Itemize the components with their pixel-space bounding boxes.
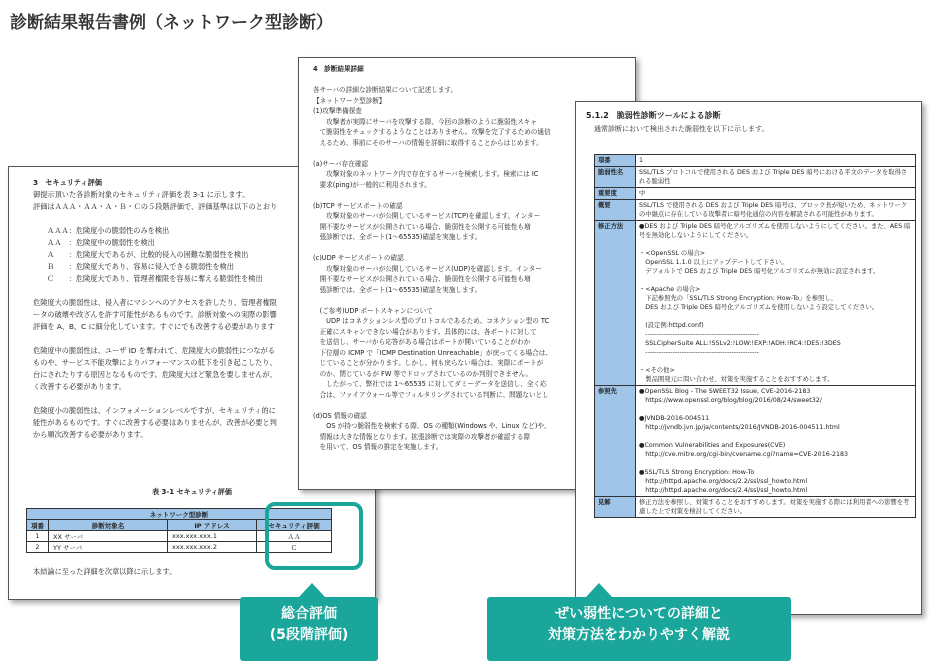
table-caption: 表 3-1 セキュリティ評価 [152, 488, 232, 496]
section-heading: 5.1.2 脆弱性診断ツールによる診断 [586, 111, 721, 120]
row-value: 1 [636, 155, 916, 167]
row-key: 項番 [595, 155, 636, 167]
details-line: (c)UDP サービスポートの確認 [313, 254, 404, 262]
details-line: したがって、弊社では 1～65535 に対してダミーデータを送信し、全く応 [313, 380, 547, 388]
row-value: ●DES および Triple DES 暗号化アルゴリズムを使用しないようにしてください。また、AES 暗号を無効化しないようにしてください。 ・<OpenSSL の場合> OpenSSL 1.1.0 以上にアップデートして下さい。 デフォルトで DES および Triple DES 暗号化アルゴリズムが無効に設定されます。 ・<Apache の場合> 下記参照先の「SSL/TLS Strong Encryption: How-To」を参照し、 DES および Triple DES 暗号化アルゴリズムを使用しないよう設定してください。 (設定例:httpd.conf) -------------------------------------------------- SSLCipherSuite ALL:!SSLv2:!LOW:!EXP:!ADH:!RC4:!DES:!3DES -------------------------------------------------- ・<その他> 製品開発元に問い合わせ、対策を実施することをおすすめします。 [636, 221, 916, 386]
paragraph-line: 危険度小の脆弱性は、インフォメーションレベルですが、セキュリティ的に [33, 406, 276, 415]
row-key: 見解 [595, 497, 636, 518]
details-line: (ご参考)UDP ポートスキャンについて [313, 306, 433, 315]
details-line: UDP はコネクションレス型のプロトコルであるため、コネクション型の TC [313, 317, 550, 325]
details-line: 要求(ping)が一般的に利用されます。 [313, 180, 431, 189]
callout-line: (5段階評価) [269, 627, 349, 643]
table-row [595, 200, 916, 221]
table-cell: XX サーバ [49, 531, 168, 542]
details-line: (1)攻撃準備探査 [313, 107, 362, 115]
page-title: 診断結果報告書例（ネットワーク型診断） [10, 13, 333, 33]
row-key: 参照先 [595, 386, 636, 497]
callout-line: ぜい弱性についての詳細と [555, 606, 723, 622]
details-line: 下位層の ICMP で「ICMP Destination Unreachable」が戻ってくる場合は、 [313, 348, 552, 357]
details-line: 情報は大きな情報となります。拡張診断では実際の攻撃者が確認する際 [313, 432, 531, 441]
paragraph-line: 能性があるものです。すぐに改善する必要はありませんが、改善が必要と判 [33, 418, 277, 427]
paragraph-line: 危険度大の脆弱性は、侵入者にマシンへのアクセスを許したり、管理者権限 [33, 298, 277, 307]
details-line: のか、閉じているが FW 等でドロップされているのか判別できません。 [313, 369, 533, 378]
details-line: 合は、ファイアウォール等でフィルタリングされている判断に、問題ないとし [313, 390, 549, 399]
paragraph-line: く改善する必要があります。 [33, 382, 126, 391]
table-row [595, 188, 916, 200]
details-line: 攻撃対象のサーバが公開しているサービス(TCP)を確認します。インター [313, 212, 541, 220]
row-value: ●OpenSSL Blog - The SWEET32 Issue, CVE-2016-2183 https://www.openssl.org/blog/blog/2016/08/24/sweet32/ ●JVNDB-2016-004511 http://jvndb.jvn.jp/ja/contents/2016/JVNDB-2016-004511.html ●Common Vulnerabilities and Exposures(CVE) http://cve.mitre.org/cgi-bin/cvename.cgi?name=CVE-2016-2183 ●SSL/TLS Strong Encryption: How-To http://httpd.apache.org/docs/2.2/ssl/ssl_howto.html http://httpd.apache.org/docs/2.4/ssl/ssl_howto.html [636, 386, 916, 497]
table-cell: Ｃ [257, 542, 332, 553]
table-cell: 2 [27, 542, 49, 553]
evaluation-highlight-box [265, 502, 363, 570]
row-key: 重要度 [595, 188, 636, 200]
section-title: 4 診断結果詳細 [313, 65, 364, 73]
table-row [595, 155, 916, 167]
details-line: (a)サーバ存在確認 [313, 159, 369, 168]
details-line: 攻撃対象のサーバが公開しているサービス(UDP)を確認します。インター [313, 264, 542, 273]
callout-line: 対策方法をわかりやすく解説 [548, 627, 730, 643]
details-line: 攻撃者が実際にサーバを攻撃する際、今回の診断のように脆弱性スキャ [313, 117, 537, 126]
table-cell: xxx.xxx.xxx.2 [168, 542, 257, 553]
grade-criteria: ＡＡＡ：危険度小の脆弱性のみを検出 [47, 226, 170, 235]
row-value: SSL/TLS で使用される DES および Triple DES 暗号は、ブロック長が短いため、ネットワークの中継点に存在している攻撃者に暗号化通信の内容を解読される可能性があります。 [636, 200, 916, 221]
table-row [595, 497, 916, 518]
details-line: 張診断では、全ポート(1～65535)確認を実施します。 [313, 233, 482, 241]
row-key: 修正方法 [595, 221, 636, 386]
section-subheading: 通常診断において検出された脆弱性を以下に示します。 [594, 125, 769, 133]
table-cell: ＡＡ [257, 531, 332, 542]
table-group-header: ネットワーク型診断 [27, 509, 332, 520]
paragraph-line: ものや、サービス不能攻撃によりパフォーマンスの低下を引き起こしたり、 [33, 358, 277, 367]
vulnerability-table [594, 154, 916, 518]
table-cell: 1 [27, 531, 49, 542]
details-line: 開不要なサービスが公開されている場合、脆弱性を公開する可能性も増 [313, 222, 531, 231]
table-row [595, 167, 916, 188]
details-line: じていることが分かります。しかし、何も戻らない場合は、実際にポートが [313, 359, 544, 367]
paragraph-line: 危険度中の脆弱性は、ユーザ ID を奪われて、危険度大の脆弱性につながる [33, 346, 275, 355]
grade-criteria: Ｃ ：危険度大であり、管理者権限を容易に奪える脆弱性を検出 [47, 274, 263, 283]
paragraph-line: 評価を A、B、C に細分化しています。すぐにでも改善する必要があります [33, 322, 275, 331]
details-line: を送信し、サーバから応答がある場合はポートが開いていることがわか [313, 338, 531, 346]
column-header: IP アドレス [168, 520, 257, 531]
row-value: SSL/TLS プロトコルで使用される DES および Triple DES 暗号における平文のデータを取得される脆弱性 [636, 167, 916, 188]
details-line: を用いて、OS 情報の推定を実施します。 [313, 443, 443, 451]
table-row [595, 386, 916, 497]
details-line [313, 75, 635, 86]
grade-criteria: Ａ ：危険度大であるが、比較的侵入の困難な脆弱性を検出 [47, 250, 249, 259]
details-line: 正確にスキャンできない場合があります。具体的には、各ポートに対して [313, 327, 537, 336]
paragraph-line: ータの破壊や改ざんを許す可能性があるものです。診断対象への実際の影響 [33, 310, 277, 319]
row-key: 脆弱性名 [595, 167, 636, 188]
grade-criteria: Ｂ ：危険度大であり、容易に侵入できる脆弱性を検出 [47, 262, 234, 271]
arrow-up-icon [586, 583, 612, 597]
callout-line: 総合評価 [281, 606, 337, 622]
table-cell: YY サーバ [49, 542, 168, 553]
table-row [595, 221, 916, 386]
details-line: 張診断では、全ポート(1～65535)確認を実施します。 [313, 285, 482, 294]
vulnerability-detail-callout [487, 597, 791, 661]
row-value: 中 [636, 188, 916, 200]
column-header: 診断対象名 [49, 520, 168, 531]
details-line: 各サーバの詳細な診断結果について記述します。 [313, 86, 458, 94]
paragraph-line: から順次改善する必要があります。 [33, 430, 148, 439]
details-line: 攻撃対象のネットワーク内で存在するサーバを検索します。検索には IC [313, 170, 539, 178]
vulnerability-detail-page [575, 101, 922, 615]
paragraph-line: 台にされたりする原因となるものです。危険度大ほど緊急を要しませんが、 [33, 370, 277, 379]
details-line: (d)OS 情報の確認 [313, 411, 367, 420]
overall-evaluation-callout [240, 597, 378, 661]
details-line: 開不要なサービスが公開されている場合、脆弱性を公開する可能性も増 [313, 275, 531, 283]
intro-line: 御提示頂いた各診断対象のセキュリティ評価を表 3-1 に示します。 [33, 190, 250, 199]
intro-line: 評価はＡＡＡ・ＡＡ・Ａ・Ｂ・Ｃの５段階評価で、評価基準は以下のとおり [33, 202, 278, 211]
details-line: 【ネットワーク型診断】 [313, 96, 386, 105]
column-header: 項番 [27, 520, 49, 531]
details-line: て脆弱性をチェックするようなことはありません。攻撃を完了するための通信 [313, 128, 551, 136]
row-key: 概要 [595, 200, 636, 221]
row-value: 修正方法を参照し、対策することをおすすめします。対策を実施する際には利用者への影響を考慮した上で対策を検討してください。 [636, 497, 916, 518]
column-header: セキュリティ評価 [257, 520, 332, 531]
closing-text: 本結論に至った詳細を次章以降に示します。 [33, 567, 177, 576]
grade-criteria: ＡＡ ：危険度中の脆弱性を検出 [47, 238, 155, 247]
details-line: OS が持つ脆弱性を検索する際、OS の種類(Windows や、Linux など)や、 [313, 422, 551, 430]
section-title: 3 セキュリティ評価 [33, 178, 102, 187]
details-line: えるため、事前にそのサーバの情報を詳細に取得することからはじめます。 [313, 138, 543, 147]
arrow-up-icon [299, 583, 325, 597]
table-cell: xxx.xxx.xxx.1 [168, 531, 257, 542]
details-line: (b)TCP サービスポートの確認 [313, 201, 403, 210]
